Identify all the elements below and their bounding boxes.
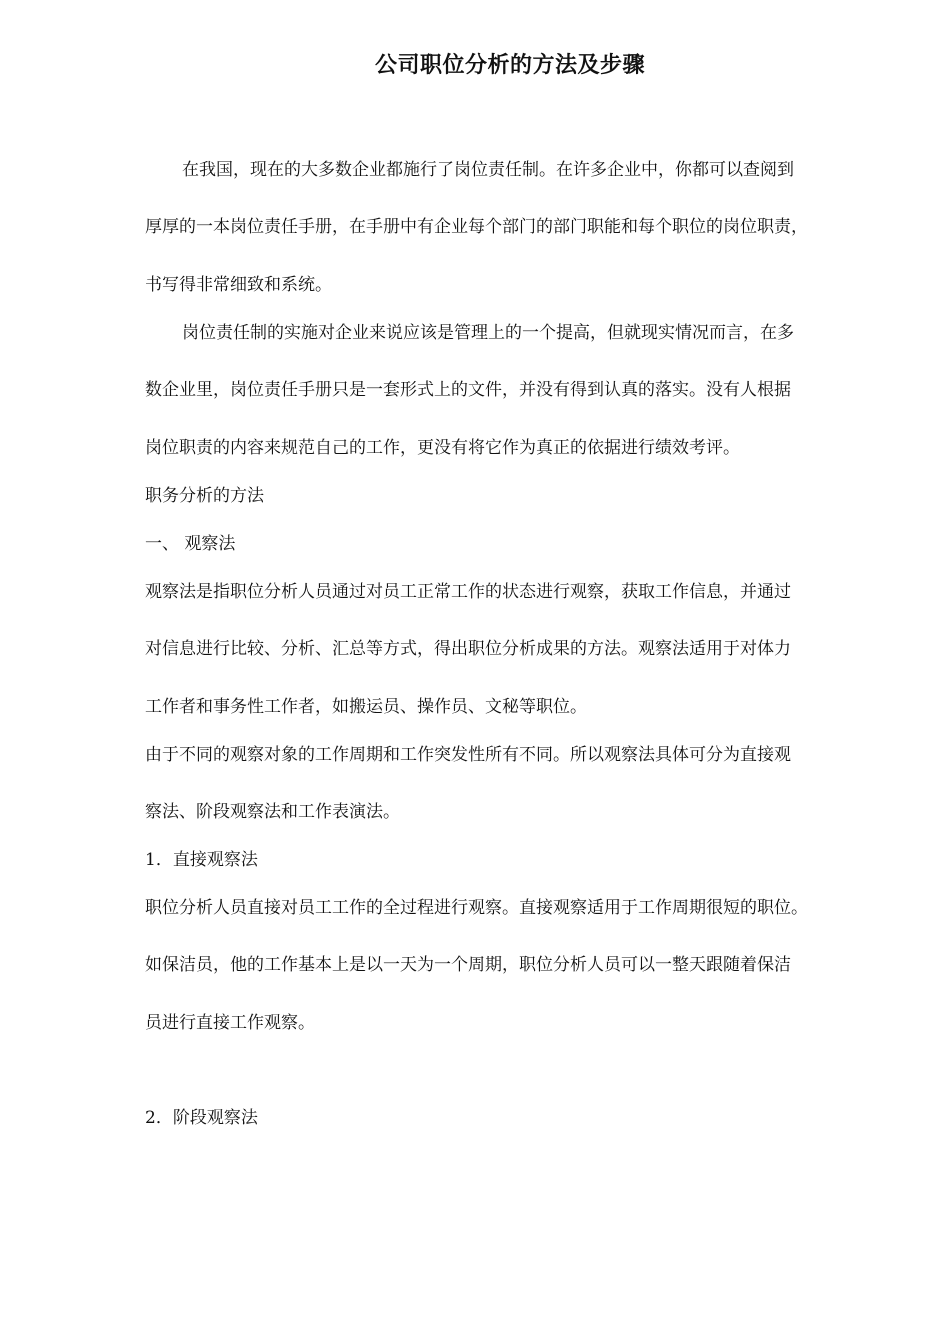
paragraph-line: 察法、阶段观察法和工作表演法。 [145, 802, 400, 822]
paragraph-line: 数企业里，岗位责任手册只是一套形式上的文件，并没有得到认真的落实。没有人根据 [145, 380, 791, 400]
paragraph-line: 对信息进行比较、分析、汇总等方式，得出职位分析成果的方法。观察法适用于对体力 [145, 639, 791, 659]
paragraph-line: 职位分析人员直接对员工工作的全过程进行观察。直接观察适用于工作周期很短的职位。 [145, 898, 808, 918]
paragraph-line: 工作者和事务性工作者，如搬运员、操作员、文秘等职位。 [145, 697, 587, 717]
paragraph-line: 厚厚的一本岗位责任手册，在手册中有企业每个部门的部门职能和每个职位的岗位职责， [145, 217, 808, 237]
paragraph-line: 在我国，现在的大多数企业都施行了岗位责任制。在许多企业中，你都可以查阅到 [182, 160, 794, 180]
subsection-heading: 1．直接观察法 [145, 850, 258, 870]
document-title: 公司职位分析的方法及步骤 [374, 52, 645, 78]
subsection-heading: 2．阶段观察法 [145, 1108, 258, 1128]
paragraph-line: 岗位责任制的实施对企业来说应该是管理上的一个提高，但就现实情况而言，在多 [182, 323, 794, 343]
section-heading: 一、 观察法 [145, 534, 236, 554]
paragraph-line: 观察法是指职位分析人员通过对员工正常工作的状态进行观察，获取工作信息，并通过 [145, 582, 791, 602]
paragraph-line: 岗位职责的内容来规范自己的工作，更没有将它作为真正的依据进行绩效考评。 [145, 438, 740, 458]
paragraph-line: 员进行直接工作观察。 [145, 1013, 315, 1033]
section-heading: 职务分析的方法 [145, 486, 264, 506]
paragraph-line: 由于不同的观察对象的工作周期和工作突发性所有不同。所以观察法具体可分为直接观 [145, 745, 791, 765]
paragraph-line: 书写得非常细致和系统。 [145, 275, 332, 295]
paragraph-line: 如保洁员，他的工作基本上是以一天为一个周期，职位分析人员可以一整天跟随着保洁 [145, 955, 791, 975]
